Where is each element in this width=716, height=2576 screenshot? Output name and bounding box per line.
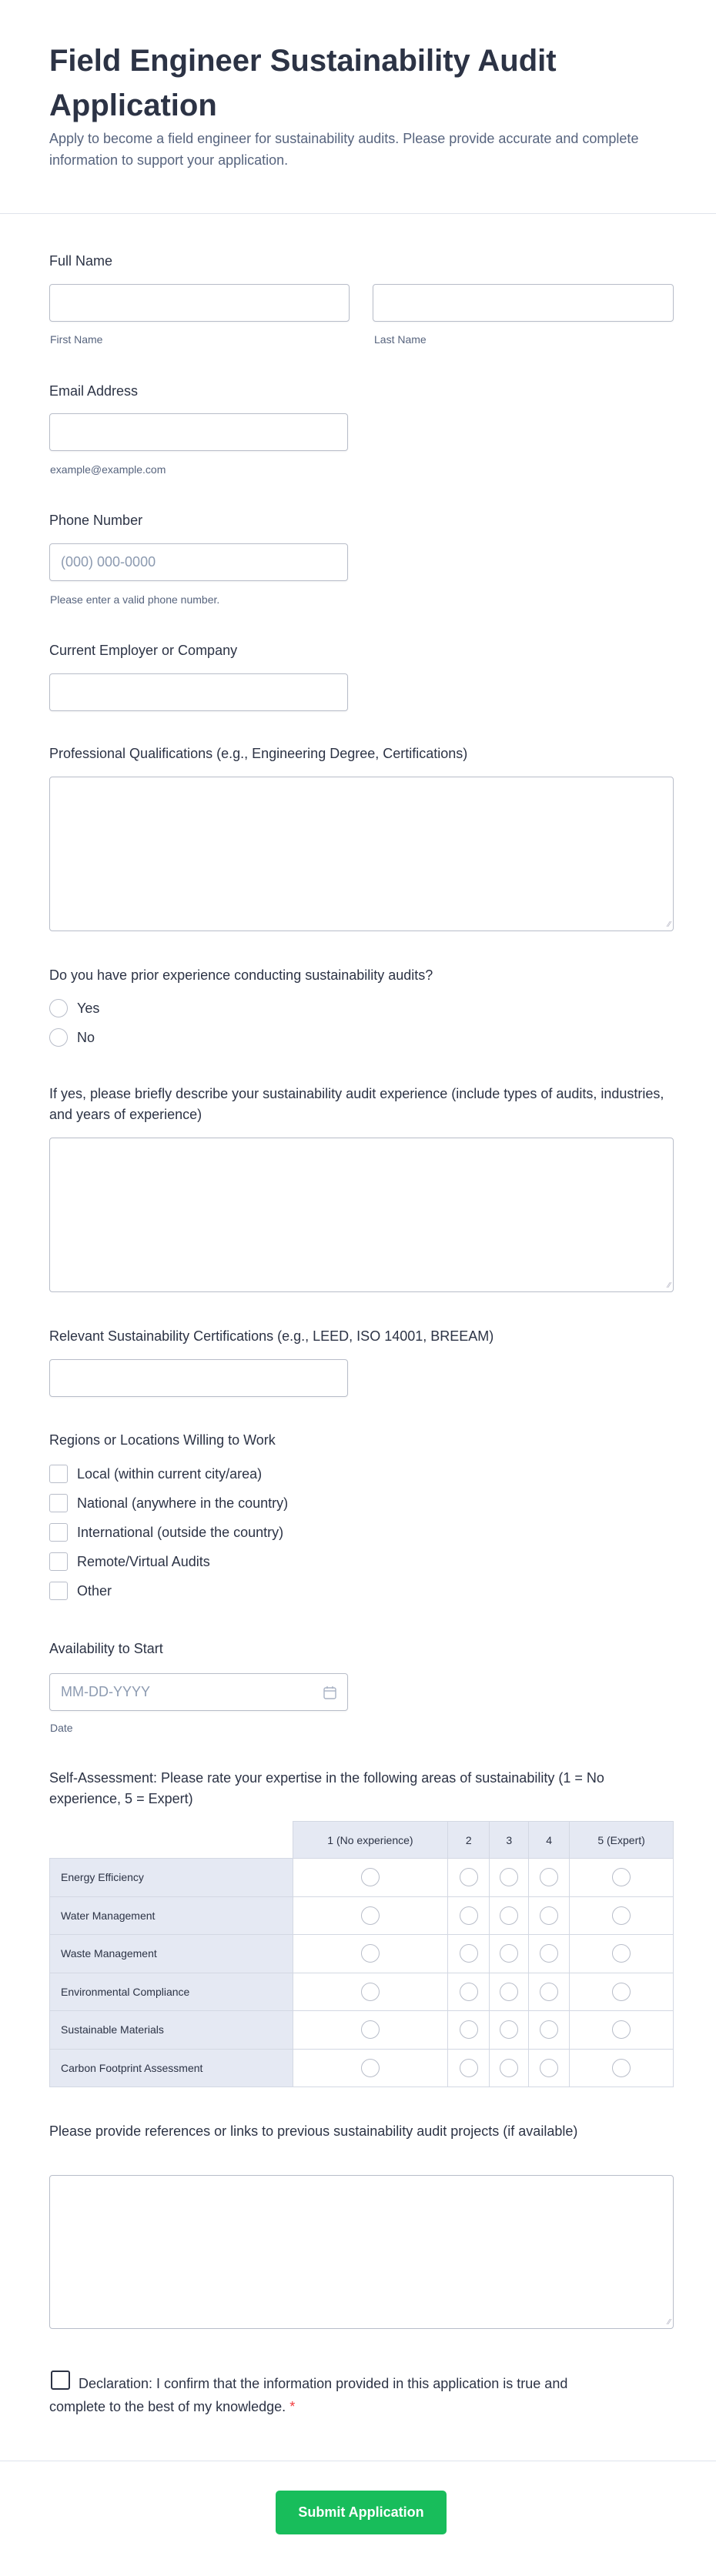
- page-title: Field Engineer Sustainability Audit Application: [49, 44, 557, 122]
- matrix-cell: [490, 1973, 529, 2011]
- matrix-cell: [490, 2049, 529, 2087]
- rating-radio[interactable]: [361, 1906, 380, 1925]
- matrix-row: [50, 2011, 674, 2050]
- date-placeholder: MM-DD-YYYY: [61, 1684, 150, 1699]
- rating-radio[interactable]: [460, 2059, 478, 2077]
- phone-placeholder: (000) 000-0000: [61, 554, 156, 570]
- rating-radio[interactable]: [612, 1944, 631, 1963]
- resize-handle-icon[interactable]: ⁄⁄: [667, 920, 671, 929]
- rating-radio[interactable]: [540, 1906, 558, 1925]
- rating-radio[interactable]: [500, 2020, 518, 2039]
- region-checkbox-other[interactable]: [49, 1582, 68, 1600]
- matrix-row-label: Water Management: [50, 1896, 293, 1935]
- region-checkbox-remote[interactable]: [49, 1552, 68, 1571]
- rating-matrix: [49, 1821, 674, 2087]
- matrix-column-header: 1 (No experience): [293, 1822, 448, 1859]
- certifications-input[interactable]: [49, 1359, 348, 1397]
- rating-radio[interactable]: [500, 2059, 518, 2077]
- rating-radio[interactable]: [500, 1906, 518, 1925]
- region-label-international: International (outside the country): [77, 1525, 284, 1540]
- rating-radio[interactable]: [460, 1944, 478, 1963]
- declaration-label: [49, 2372, 619, 2418]
- regions-label: Regions or Locations Willing to Work: [49, 1432, 276, 1448]
- declaration-text: Declaration: I confirm that the information provided in this application is true and complete to the best of my knowledge.: [49, 2376, 568, 2414]
- rating-radio[interactable]: [361, 2059, 380, 2077]
- radio-yes[interactable]: [49, 999, 68, 1017]
- region-checkbox-local[interactable]: [49, 1465, 68, 1483]
- rating-radio[interactable]: [612, 1906, 631, 1925]
- matrix-cell: [448, 1859, 490, 1897]
- email-input[interactable]: [49, 413, 348, 451]
- matrix-column-header: 3: [490, 1822, 529, 1859]
- rating-radio[interactable]: [540, 2020, 558, 2039]
- matrix-cell: [570, 2011, 674, 2050]
- matrix-cell: [293, 1935, 448, 1973]
- matrix-cell: [529, 1896, 570, 1935]
- region-label-national: National (anywhere in the country): [77, 1495, 289, 1511]
- resize-handle-icon[interactable]: ⁄⁄: [667, 1281, 671, 1290]
- page-description: Apply to become a field engineer for sustainability audits. Please provide accurate and complete information to support your application.: [49, 131, 639, 168]
- self-assessment-label: Self-Assessment: Please rate your expertise in the following areas of sustainability (1 = No experience, 5 = Expert): [49, 1770, 604, 1806]
- rating-radio[interactable]: [460, 1906, 478, 1925]
- matrix-cell: [293, 1973, 448, 2011]
- region-checkbox-national[interactable]: [49, 1494, 68, 1512]
- header-divider: [0, 213, 716, 214]
- region-label-other: Other: [77, 1583, 112, 1599]
- matrix-cell: [293, 1859, 448, 1897]
- region-label-local: Local (within current city/area): [77, 1466, 263, 1482]
- rating-radio[interactable]: [460, 1983, 478, 2001]
- rating-radio[interactable]: [612, 2059, 631, 2077]
- rating-radio[interactable]: [612, 1868, 631, 1886]
- phone-label: Phone Number: [49, 513, 143, 528]
- rating-radio[interactable]: [500, 1868, 518, 1886]
- date-sublabel: Date: [50, 1722, 73, 1734]
- rating-radio[interactable]: [540, 2059, 558, 2077]
- matrix-cell: [529, 2011, 570, 2050]
- qualifications-textarea[interactable]: [49, 777, 674, 931]
- matrix-column-header: 2: [448, 1822, 490, 1859]
- matrix-cell: [570, 1859, 674, 1897]
- rating-radio[interactable]: [361, 1868, 380, 1886]
- matrix-row-label: Energy Efficiency: [50, 1859, 293, 1897]
- references-textarea[interactable]: [49, 2175, 674, 2329]
- matrix-cell: [490, 1896, 529, 1935]
- matrix-cell: [529, 1973, 570, 2011]
- rating-radio[interactable]: [500, 1944, 518, 1963]
- radio-yes-label: Yes: [77, 1001, 100, 1016]
- matrix-row: [50, 2049, 674, 2087]
- references-label: Please provide references or links to previous sustainability audit projects (if available): [49, 2123, 578, 2139]
- matrix-row-label: Environmental Compliance: [50, 1973, 293, 2011]
- employer-label: Current Employer or Company: [49, 643, 238, 658]
- matrix-corner: [50, 1822, 293, 1859]
- radio-no-label: No: [77, 1030, 95, 1045]
- matrix-cell: [490, 1859, 529, 1897]
- matrix-row-label: Carbon Footprint Assessment: [50, 2049, 293, 2087]
- last-name-input[interactable]: [373, 284, 674, 322]
- availability-date-input[interactable]: [49, 1673, 348, 1711]
- phone-input[interactable]: [49, 543, 348, 581]
- experience-label: If yes, please briefly describe your sustainability audit experience (include types of audits, industries, and years of experience): [49, 1086, 664, 1122]
- matrix-cell: [448, 1896, 490, 1935]
- availability-label: Availability to Start: [49, 1641, 163, 1656]
- rating-radio[interactable]: [612, 2020, 631, 2039]
- matrix-cell: [570, 2049, 674, 2087]
- matrix-row-label: Sustainable Materials: [50, 2011, 293, 2050]
- last-name-sublabel: Last Name: [374, 333, 427, 346]
- matrix-cell: [570, 1896, 674, 1935]
- rating-radio[interactable]: [540, 1868, 558, 1886]
- matrix-cell: [490, 2011, 529, 2050]
- matrix-cell: [570, 1935, 674, 1973]
- rating-radio[interactable]: [361, 2020, 380, 2039]
- full-name-label: Full Name: [49, 253, 113, 269]
- rating-radio[interactable]: [460, 2020, 478, 2039]
- matrix-cell: [293, 1896, 448, 1935]
- experience-textarea[interactable]: [49, 1138, 674, 1292]
- matrix-cell: [529, 1935, 570, 1973]
- matrix-cell: [448, 2049, 490, 2087]
- matrix-row: [50, 1935, 674, 1973]
- certifications-label: Relevant Sustainability Certifications (e.g., LEED, ISO 14001, BREEAM): [49, 1328, 494, 1344]
- matrix-row: [50, 1896, 674, 1935]
- submit-button[interactable]: Submit Application: [276, 2491, 447, 2534]
- rating-radio[interactable]: [540, 1944, 558, 1963]
- matrix-cell: [293, 2049, 448, 2087]
- matrix-cell: [529, 1859, 570, 1897]
- rating-radio[interactable]: [361, 1944, 380, 1963]
- matrix-column-header: 4: [529, 1822, 570, 1859]
- first-name-sublabel: First Name: [50, 333, 103, 346]
- employer-input[interactable]: [49, 673, 348, 711]
- rating-radio[interactable]: [612, 1983, 631, 2001]
- region-checkbox-international[interactable]: [49, 1523, 68, 1542]
- rating-radio[interactable]: [540, 1983, 558, 2001]
- matrix-cell: [293, 2011, 448, 2050]
- matrix-cell: [570, 1973, 674, 2011]
- matrix-cell: [490, 1935, 529, 1973]
- matrix-row-label: Waste Management: [50, 1935, 293, 1973]
- matrix-row: [50, 1973, 674, 2011]
- first-name-input[interactable]: [49, 284, 350, 322]
- radio-no[interactable]: [49, 1028, 68, 1047]
- calendar-icon[interactable]: [323, 1686, 336, 1699]
- required-asterisk: *: [289, 2399, 296, 2414]
- region-label-remote: Remote/Virtual Audits: [77, 1554, 210, 1569]
- rating-radio[interactable]: [460, 1868, 478, 1886]
- resize-handle-icon[interactable]: ⁄⁄: [667, 2318, 671, 2327]
- prior-experience-label: Do you have prior experience conducting sustainability audits?: [49, 967, 433, 983]
- email-label: Email Address: [49, 383, 139, 399]
- matrix-cell: [448, 1935, 490, 1973]
- matrix-row: [50, 1859, 674, 1897]
- qualifications-label: Professional Qualifications (e.g., Engineering Degree, Certifications): [49, 746, 468, 761]
- phone-hint: Please enter a valid phone number.: [50, 593, 220, 606]
- matrix-column-header: 5 (Expert): [570, 1822, 674, 1859]
- rating-radio[interactable]: [500, 1983, 518, 2001]
- rating-radio[interactable]: [361, 1983, 380, 2001]
- matrix-cell: [448, 2011, 490, 2050]
- matrix-cell: [529, 2049, 570, 2087]
- matrix-cell: [448, 1973, 490, 2011]
- email-hint: example@example.com: [50, 463, 166, 476]
